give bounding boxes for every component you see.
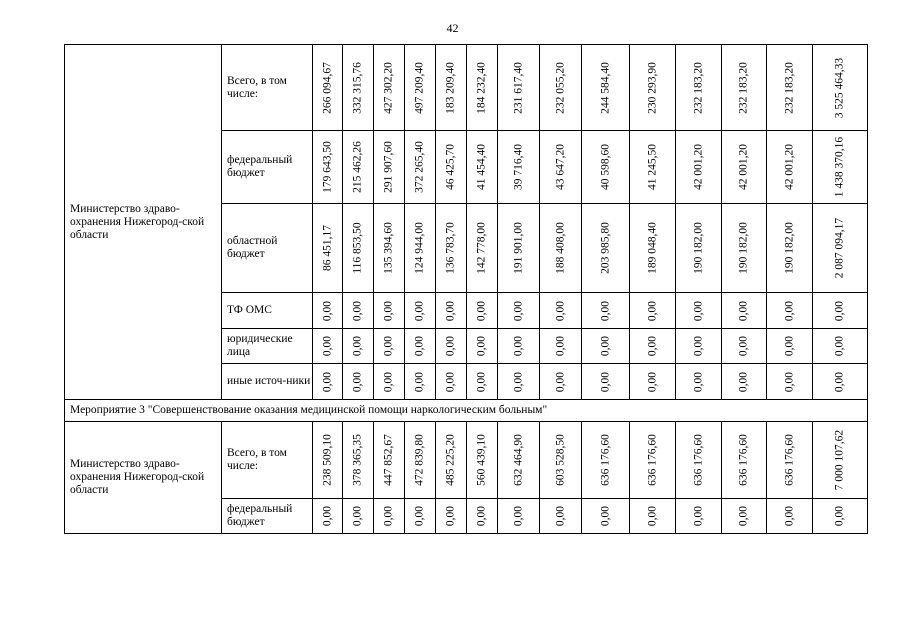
amount-value: 232 055,20 [554, 61, 566, 114]
amount-value: 0,00 [321, 335, 333, 357]
amount-cell [767, 422, 813, 499]
amount-cell [540, 499, 582, 534]
amount-cell [313, 293, 343, 329]
amount-cell [436, 45, 467, 131]
amount-value: 0,00 [351, 371, 364, 392]
amount-cell [498, 364, 540, 400]
amount-cell [540, 204, 582, 293]
amount-cell [582, 422, 630, 499]
amount-cell [676, 131, 722, 204]
amount-cell [467, 364, 498, 400]
amount-value: 0,00 [382, 371, 395, 392]
amount-cell [405, 422, 436, 499]
amount-value: 0,00 [833, 371, 846, 392]
amount-value: 427 302,20 [382, 61, 395, 114]
amount-cell [405, 293, 436, 329]
amount-cell [582, 45, 630, 131]
amount-cell [436, 293, 467, 329]
amount-value: 215 462,26 [351, 141, 364, 193]
amount-value: 332 315,76 [351, 61, 364, 114]
amount-cell [374, 204, 405, 293]
amount-cell [722, 329, 767, 364]
amount-cell [498, 329, 540, 364]
amount-cell [467, 204, 498, 293]
amount-cell [313, 499, 343, 534]
amount-cell [722, 204, 767, 293]
amount-value: 0,00 [692, 505, 704, 527]
funding-source-label: Всего, в том числе: [222, 422, 313, 499]
amount-value: 41 245,50 [646, 144, 658, 190]
amount-value: 0,00 [692, 300, 704, 321]
amount-value: 183 209,40 [444, 61, 457, 114]
amount-cell [630, 131, 676, 204]
amount-value: 485 225,20 [444, 434, 457, 486]
amount-cell [343, 204, 374, 293]
amount-value: 116 853,50 [351, 222, 364, 274]
amount-value: 447 852,67 [382, 434, 395, 486]
amount-cell [436, 499, 467, 534]
amount-cell [540, 364, 582, 400]
amount-cell [467, 131, 498, 204]
amount-cell [374, 364, 405, 400]
amount-cell [374, 293, 405, 329]
event-row [65, 400, 868, 422]
funding-source-label: федеральный бюджет [222, 499, 313, 534]
amount-value: 0,00 [321, 505, 333, 527]
amount-value: 0,00 [512, 505, 524, 527]
amount-cell [467, 422, 498, 499]
amount-cell [405, 499, 436, 534]
amount-value: 0,00 [351, 505, 364, 527]
amount-cell [813, 293, 868, 329]
amount-cell [722, 364, 767, 400]
amount-value: 0,00 [351, 335, 364, 357]
amount-value: 0,00 [737, 335, 750, 357]
amount-cell [676, 204, 722, 293]
amount-cell [313, 204, 343, 293]
amount-cell [498, 422, 540, 499]
amount-cell [630, 499, 676, 534]
amount-cell [582, 329, 630, 364]
amount-value: 632 464,90 [512, 434, 524, 486]
amount-cell [313, 329, 343, 364]
amount-cell [767, 45, 813, 131]
amount-value: 636 176,60 [737, 434, 750, 486]
amount-cell [630, 329, 676, 364]
amount-cell [467, 293, 498, 329]
amount-cell [498, 131, 540, 204]
amount-cell [498, 204, 540, 293]
amount-cell [630, 293, 676, 329]
amount-value: 86 451,17 [321, 225, 333, 271]
amount-value: 3 525 464,33 [833, 57, 846, 118]
amount-cell [767, 364, 813, 400]
amount-value: 0,00 [413, 505, 426, 527]
amount-cell [630, 364, 676, 400]
amount-value: 42 001,20 [692, 144, 704, 190]
amount-cell [343, 293, 374, 329]
amount-value: 0,00 [783, 505, 795, 527]
amount-cell [676, 45, 722, 131]
amount-cell [582, 204, 630, 293]
amount-cell [374, 45, 405, 131]
amount-cell [313, 364, 343, 400]
amount-value: 232 183,20 [692, 61, 704, 114]
amount-cell [813, 329, 868, 364]
amount-value: 0,00 [444, 505, 457, 527]
amount-value: 232 183,20 [783, 61, 795, 114]
amount-value: 42 001,20 [737, 144, 750, 190]
amount-cell [436, 364, 467, 400]
amount-cell [343, 499, 374, 534]
amount-cell [813, 499, 868, 534]
amount-value: 46 425,70 [444, 144, 457, 190]
amount-cell [498, 45, 540, 131]
amount-cell [540, 329, 582, 364]
event-title: Мероприятие 3 "Совершенствование оказания медицинской помощи наркологическим больным" [65, 400, 868, 422]
amount-value: 0,00 [737, 505, 750, 527]
amount-value: 0,00 [599, 505, 611, 527]
amount-cell [313, 45, 343, 131]
amount-cell [767, 293, 813, 329]
amount-value: 636 176,60 [646, 434, 658, 486]
amount-value: 0,00 [646, 505, 658, 527]
amount-value: 7 000 107,62 [833, 429, 846, 491]
amount-value: 41 454,40 [475, 144, 488, 190]
amount-value: 0,00 [833, 300, 846, 321]
amount-cell [676, 364, 722, 400]
amount-value: 0,00 [783, 371, 795, 392]
amount-cell [343, 131, 374, 204]
amount-value: 0,00 [444, 335, 457, 357]
amount-value: 0,00 [833, 505, 846, 527]
amount-value: 0,00 [692, 371, 704, 392]
amount-value: 124 944,00 [413, 222, 426, 274]
organization-cell: Министерство здраво-охранения Нижегород-ской области [65, 422, 222, 534]
amount-value: 0,00 [512, 335, 524, 357]
amount-value: 230 293,90 [646, 61, 658, 114]
amount-value: 0,00 [444, 371, 457, 392]
budget-table [64, 44, 868, 534]
amount-value: 0,00 [599, 335, 611, 357]
amount-value: 0,00 [475, 300, 488, 321]
funding-source-label: иные источ-ники [222, 364, 313, 400]
amount-cell [313, 422, 343, 499]
amount-cell [630, 422, 676, 499]
amount-cell [767, 499, 813, 534]
amount-cell [722, 131, 767, 204]
amount-cell [498, 499, 540, 534]
amount-value: 0,00 [646, 300, 658, 321]
amount-value: 0,00 [475, 505, 488, 527]
amount-value: 184 232,40 [475, 61, 488, 114]
amount-value: 0,00 [444, 300, 457, 321]
amount-cell [813, 131, 868, 204]
amount-cell [343, 329, 374, 364]
amount-cell [676, 293, 722, 329]
amount-value: 636 176,60 [783, 434, 795, 486]
section2-row [65, 422, 868, 499]
amount-cell [722, 422, 767, 499]
amount-cell [405, 204, 436, 293]
amount-value: 636 176,60 [692, 434, 704, 486]
amount-cell [405, 364, 436, 400]
amount-cell [436, 329, 467, 364]
amount-cell [436, 131, 467, 204]
amount-value: 43 647,20 [554, 144, 566, 190]
amount-value: 203 985,80 [599, 222, 611, 274]
amount-value: 244 584,40 [599, 61, 611, 114]
amount-cell [582, 364, 630, 400]
amount-value: 0,00 [382, 335, 395, 357]
amount-cell [467, 499, 498, 534]
amount-value: 497 209,40 [413, 61, 426, 114]
amount-cell [436, 422, 467, 499]
amount-value: 266 094,67 [321, 61, 333, 114]
amount-cell [582, 293, 630, 329]
amount-value: 0,00 [382, 300, 395, 321]
funding-source-label: федеральный бюджет [222, 131, 313, 204]
amount-value: 560 439,10 [475, 434, 488, 486]
amount-value: 0,00 [737, 371, 750, 392]
amount-cell [582, 499, 630, 534]
amount-cell [722, 293, 767, 329]
amount-value: 0,00 [321, 300, 333, 321]
amount-value: 0,00 [321, 371, 333, 392]
amount-cell [313, 131, 343, 204]
amount-cell [813, 422, 868, 499]
amount-cell [630, 204, 676, 293]
amount-cell [813, 45, 868, 131]
amount-value: 0,00 [512, 371, 524, 392]
amount-value: 0,00 [737, 300, 750, 321]
amount-value: 135 394,60 [382, 222, 395, 274]
amount-value: 636 176,60 [599, 434, 611, 486]
amount-cell [722, 45, 767, 131]
amount-value: 40 598,60 [599, 144, 611, 190]
amount-value: 0,00 [646, 335, 658, 357]
amount-cell [813, 204, 868, 293]
amount-cell [540, 45, 582, 131]
amount-value: 188 408,00 [554, 222, 566, 274]
amount-value: 142 778,00 [475, 222, 488, 274]
amount-value: 603 528,50 [554, 434, 566, 486]
amount-value: 0,00 [413, 300, 426, 321]
amount-value: 39 716,40 [512, 144, 524, 190]
amount-cell [343, 422, 374, 499]
amount-value: 190 182,00 [737, 222, 750, 274]
amount-value: 0,00 [413, 335, 426, 357]
amount-value: 0,00 [475, 371, 488, 392]
amount-value: 189 048,40 [646, 222, 658, 274]
funding-source-label: юридические лица [222, 329, 313, 364]
amount-value: 179 643,50 [321, 141, 333, 193]
funding-source-label: Всего, в том числе: [222, 45, 313, 131]
amount-cell [767, 204, 813, 293]
amount-value: 0,00 [554, 300, 566, 321]
amount-value: 232 183,20 [737, 61, 750, 114]
amount-value: 0,00 [599, 300, 611, 321]
amount-value: 191 901,00 [512, 222, 524, 274]
amount-cell [630, 45, 676, 131]
amount-value: 378 365,35 [351, 434, 364, 486]
amount-cell [676, 422, 722, 499]
amount-cell [374, 329, 405, 364]
amount-value: 0,00 [554, 335, 566, 357]
amount-value: 0,00 [783, 335, 795, 357]
page-number: 42 [446, 21, 459, 35]
amount-cell [467, 329, 498, 364]
amount-value: 0,00 [692, 335, 704, 357]
amount-value: 0,00 [475, 335, 488, 357]
amount-cell [767, 329, 813, 364]
amount-value: 231 617,40 [512, 61, 524, 114]
amount-value: 0,00 [833, 335, 846, 357]
funding-source-label: областной бюджет [222, 204, 313, 293]
amount-cell [374, 499, 405, 534]
amount-value: 2 087 094,17 [833, 217, 846, 279]
amount-value: 0,00 [382, 505, 395, 527]
amount-cell [540, 131, 582, 204]
amount-cell [676, 499, 722, 534]
funding-source-label: ТФ ОМС [222, 293, 313, 329]
organization-cell: Министерство здраво-охранения Нижегород-ской области [65, 45, 222, 400]
amount-cell [722, 499, 767, 534]
amount-value: 190 182,00 [692, 222, 704, 274]
amount-cell [498, 293, 540, 329]
amount-cell [767, 131, 813, 204]
amount-value: 0,00 [351, 300, 364, 321]
amount-cell [405, 131, 436, 204]
amount-value: 472 839,80 [413, 434, 426, 486]
amount-cell [374, 422, 405, 499]
amount-cell [676, 329, 722, 364]
amount-cell [374, 131, 405, 204]
amount-cell [343, 364, 374, 400]
amount-cell [813, 364, 868, 400]
amount-value: 291 907,60 [382, 141, 395, 193]
amount-value: 0,00 [554, 505, 566, 527]
amount-cell [467, 45, 498, 131]
amount-value: 238 509,10 [321, 434, 333, 486]
amount-cell [405, 45, 436, 131]
amount-value: 1 438 370,16 [833, 136, 846, 198]
amount-value: 0,00 [783, 300, 795, 321]
section1-row [65, 45, 868, 131]
amount-value: 0,00 [413, 371, 426, 392]
amount-cell [582, 131, 630, 204]
amount-value: 0,00 [599, 371, 611, 392]
amount-value: 372 265,40 [413, 141, 426, 193]
amount-cell [540, 422, 582, 499]
amount-value: 136 783,70 [444, 222, 457, 274]
amount-cell [405, 329, 436, 364]
amount-value: 0,00 [554, 371, 566, 392]
amount-value: 0,00 [512, 300, 524, 321]
amount-cell [436, 204, 467, 293]
amount-cell [343, 45, 374, 131]
amount-value: 42 001,20 [783, 144, 795, 190]
amount-value: 190 182,00 [783, 222, 795, 274]
amount-cell [540, 293, 582, 329]
amount-value: 0,00 [646, 371, 658, 392]
